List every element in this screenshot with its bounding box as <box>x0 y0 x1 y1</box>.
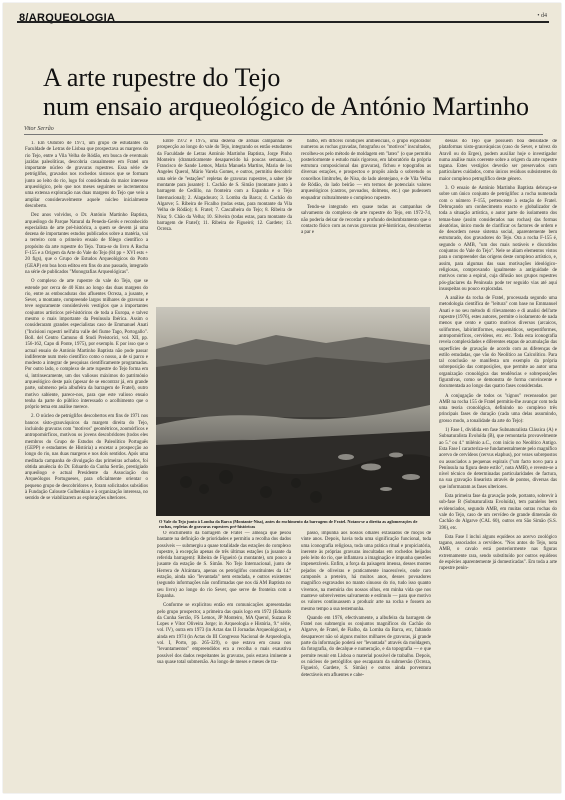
paragraph: O complexo de arte rupestre do vale do Tejo, que se estende por cerca de 40 Kms ao longo das duas margens do rio, entre as embocaduras dos afluentes Ocreza, a jusante, e Sever, a montante, compreende largos milhares de gravuras e teve seguramente consideráveis vestígios que a importantes conjuntos artísticos pré-históricos de toda a Europa, e talvez mesmo o mais importante da Península Ibérica. Assim o consideraram grandes especialistas caso de Emmanuel Anati ("Incisioni rupestri nell'alta valle del fiume Tago, Portogallo". Boll. del Centro Camuno di Studi Preistorici, vol. XII, pp. 156-162, Capo di Ponte, 1975), por exemplo. E por isso que o actual ensaio de António Martinho Baptista não pode passar indiferente num meio científico como o nosso, a de si parco e modesto a integrar de pesquisas científicamente programadas. Por outro lado, o complexo de arte rupestre do Tejo forma em si, intrinsecamente, um dos valiosos máximos do património arqueológico deste país (apesar de se encontrar já, em grande parte, submerso pela albufeira da barragem de Fratel), outro motivo sabiente, parece-nos, para que este valioso ensaio tenha da parte do público interessado o acolhimento que o próprio tema em análise merece. <box>25 279 148 411</box>
page-marker: • d4 <box>537 13 547 19</box>
paragraph: dessas do Tejo que possuem boa densidade de plataformas xisto-grauváquicas (caso do Sever, e talvez do Aravil ou do Erges), podem auxiliar hoje o investigador numa análise mais coerente sobre a origem da arte rupestre tagana. Estes vestígios deverão ser preservados com particulares cuidados, como únicos resíduos subsistentes do maior complexo petroglífico deste género. <box>439 139 557 182</box>
paragraph: Quando em 1976, efectivamente, a albufeira da barragem de Fratel nos submergiu os conjuntos magníficos do Cachão do Algarve, de Fratel, de Fialho, da Lomba da Barca, etc, faltando desaparecer não só alguns muitos milhares de gravuras, já grande parte da informação poderá ser "levantada" através da moldagem, da fotografia, do decalque e numeração, e da topografia — e que permite reunir em Lisboa o material possível de trabalho. Depois, os núcleos de petróglifos que escaparam da submersão (Ocreza, Figueiró, Gardete, S. Simão) e outros ainda porventura detectáveis em afluentes e cabe- <box>301 615 431 678</box>
paragraph: Conforme se explicitou então em comunicações apresentadas pelo grupo prospector, a primeira das quais logo em 1972 (Eduardo da Cunha Serrão, FS Lemos, JP Monteiro, MA Querol, Suzana R Lopes e Vítor Oliveira Jorge; in Arqueologia e História, 9.ª série, vol. IV), outra em 1973 (in Actas das II Jornadas Arqueológicas), e ainda em 1974 (in Actas do III Congresso Nacional de Arqueologia, vol. I, Porto, pp. 265-329), o que estava em causa nos "levantamentos" empreendidos era a recolha o mais exaustiva possível dos dados respeitantes às gravuras, pois estava iminente a sua quase total submersão. Ao longo de meses e meses de tra- <box>157 603 291 665</box>
paragraph: 3. O ensaio de António Martinho Baptista debruça-se sobre um único conjunto de petróglifos: a rocha numerada com o número F-155, pertencente à estação de Fratel. Debruçando um conhecimento exacto e globalizador de toda a situação artística, o autor parte do isolamento dos temas-base (assim considerados nas rochas) das formas aleatórias, único modo de clarificar os factores de ordem e de desordem nesse sistema social, aparentemente bem estruturado, dos gravadores do Tejo. Ora a rocha F-155 é, segundo o AMB, "um dos mais notáveis e discutidos conjuntos do Vale do Tejo". Nele se aliam elementos vistos para o compreender das origens deste complexo artístico, e, assim, para algumas das suas motivações ideológico-religiosas, comprovando igualmente a antiguidade de motivos como a espiral, cuja difusão nos grupos rupestres pós-glaciares da Península pode ter seguido vias até aqui insuspeitas ou pouco exploradas. <box>439 186 557 292</box>
river-valley-photo <box>156 307 430 516</box>
column-2 <box>157 139 292 289</box>
photo-caption: O Vale do Tejo junto à Lomba da Barca (Montante-Nisa), antes do enchimento da barragem de Fratel. Notam-se a direita as aglomerações de rochas, repletas de gravuras rupestres pré-históricas <box>159 519 418 530</box>
paragraph: Dez anos volvidos, o Dr. António Martinho Baptista, arqueólogo do Parque Natural da Penedo-Gerês e reconhecido especialista de arte pré-histórica, a quem se devem já uma dezena de importantes estudos publicados sobre a matéria, vai a terreiro com o primeiro ensaio de fôlego científico a propósito da arte rupestre do Tejo. Trata-se do livro A Rocha F-155 e a Origem da Arte do Vale do Tejo (84 pp + XVI ests + 20 figs), que o Grupo de Estudos Arqueológicos do Porto (GEAP) em boa hora editou em fins do ano passado, integrado na série de publicados "Monografias Arqueológicas". <box>25 213 148 275</box>
paragraph: balho, em difíceis condições ambienciais, o grupo explorador numerou as rochas gravadas, fotografou os "motivos" inscultados, recolheu-os pelo método de moldagem em "latex" (o que permitiu posteriormente o estudo mais rigoroso, em laboratório da própria estrutura composicional das gravuras), fichou e topografou as diversas estações, e prospectou e propôs ainda o sobretudo os concelhos limítrofes, de Nisa, do lado alentejano, e de Vila Velha de Ródão, do lado beirão — em termos de potenciais valores arqueológicos (castros, povoados, dolmens, etc.) que pudessem enquadrar culturalmente o complexo rupestre. <box>301 139 431 201</box>
paragraph: 1. Em Outubro de 1971, um grupo de estudantes da Faculdade de Letras de Lisboa que prospectava as margens do rio Tejo, entre a Vila Velha de Ródão, em busca de eventuais jazidas paleolíticas, descobria casualmente em Fratel um importante núcleo de gravuras rupestres. Essa série de petróglifos, gravados nos rochedos xistosos que se formam junto ao leito do rio, logo foi considerada do maior interesse arqueológico, pelo que nos meses seguintes se incrementou uma extensa exploração nas duas margens do Tejo que veio a ampliar consideravelmente aquele núcleo inicialmente descoberto. <box>25 141 148 209</box>
paragraph: O enchimento da barragem de Fratel — ameaça que pesou bastante na definição de prioridades e permitiu a recolha dos dados possíveis — submergiu a quase totalidade das estações do complexo rupestre, à excepção apenas de três últimas estações (a jusante da referida barragem): Ribeira de Figueiró (a montante), um pouco a jusante da estação de S. Simão. No Tejo Internacional, junto de Herrera de Alcántara, apenas os petróglifos constituintes da 14.ª estação, ainda não "levantada" nem estudada, e outros existentes (segundo informações não confirmadas que nos dá AM Baptista no seu livro) ao longo do rio Sever, que serve de fronteira com a Espanha. <box>157 531 291 599</box>
article-title <box>43 63 529 121</box>
header-rule <box>17 21 549 23</box>
paragraph: passo, impunha aos nossos olhares extasiados de moços de vinte anos. Depois, havia toda uma significação funcional, toda uma iconografia religiosa, toda uma prática ritual e propiciatória, inerente às próprias gravuras inscultadas em rochedos beijados pelo leito do rio, que inflamava a imaginação e impunha questões impenetráveis. Enfim, a força da paisagem imensa, desses montes pejados de oliveiras e praticamente inacessíveis, onde raro camponês a preteiro, há muitos anos, desses povoadores magnífico esgravados no manto sinuoso do rio, tudo isso quanto vivemos, na memória dos nossos olhos, em minha vida que nos manteve sobreviventes salvamento e estímulo — para que motivo os valores continuassem a produzir arte na rocha e fossem ao mesmo tempo a sua testemunha. <box>301 531 431 612</box>
paragraph: A análise da rocha de Fratel, processada segundo uma metodologia científica de "leitura" com base no Emmanuel Anati e no seu método di rilevamento e di analisi dell'arte rupestre (1976), estes autores, permite o isolamento de nada menos que cento e quatro motivos diversos (arcaicos, soliformes, labirintiformes, esquemáticos, serpentiformes, antropomórficos, cervídeos, etc. etc. Toda esta iconografia revela complexidades e diferentes etapas de acumulação das superfícies de gravação de acordo com as diferenças de estilo estudadas, que vão do Neolítico ao Calcolítico. Para tal conclusão se manifesta um exemplo da própria sobreposição das composições, que permite ao autor uma organização cronológica das tendências e sobreposições figurativas, como se demonstra de forma convincente e documentada ao longo das quatro fases consideradas. <box>439 296 557 390</box>
section-header: 8/ARQUEOLOGIA <box>19 12 116 24</box>
newspaper-page <box>3 3 561 793</box>
paragraph: A conjugação de todos os "signos" recenseados por AMB na rocha 155 de Fratel permitiu-lhe avançar com toda uma teoria cronológica, definindo no complexo três principais fases de duração (cada uma delas assumindo, grosso modo, a tonalidade da arte do Tejo): <box>439 393 557 424</box>
paragraph: Esta primeira fase da gravação pode, portanto, sobrevir à sub-fase B (Subnaturalista Evoluída), tem paralelos bem evidenciados, segundo AMB, em muitas outras rochas do vale do Tejo, caso de um cervídeo de grande dimensão do Cachão do Algarve (CAL 60), outros em São Simão (S.S. 396), etc. <box>439 494 557 531</box>
title-line-1: A arte rupestre do Tejo <box>43 63 281 92</box>
paragraph: Tendo-se integrado em quase todas as campanhas de salvamento do complexo de arte rupestre do Tejo, em 1972-74, não poderia deixar de recordar o profundo deslumbramento que o contacto físico com as novas gravuras pré-históricas, descobertas a par e <box>301 204 431 236</box>
column-3 <box>301 139 431 304</box>
column-6 <box>301 531 431 775</box>
paragraph: 1) Fase I, dividida em fase Subnaturalista Clássica (A) e Subnaturalista Evoluída (B), que remontaria provavelmente ao 5.º ou 4.º milénio a.C., com início no Neolítico Antigo. Esta Fase I caracteriza-se fundamentalmente pelo magnífico acervo de cervídeos (cervus elaphus), por vezes sobrepostos ou associados a pequenas espirais ("um facto novo para a Península na figura deste estilo", nota AMB), e reveste-se a nível técnico de determinadas particularidades de factura, na sua gravação linearista através de pontos, diversas das que informaram as fases ulteriores. <box>439 428 557 490</box>
paragraph: Esta Fase I inclui alguns equídeos ao acervo zoológico tagano, associados a cervídeos. "Nos antos do Tejo, nota AMB, o cavalo está posteriormente nas figuras extremamente rara, sendo substituído por outros equídeos de espécies aparentemente já domesticadas". Em toda a arte rupestre penin- <box>439 534 557 572</box>
column-1 <box>25 141 148 769</box>
title-line-2: num ensaio arqueológico de António Martinho <box>43 92 529 121</box>
byline-rule <box>24 134 543 135</box>
paragraph: Entre 1972 e 1975, uma dezena de árduas campanhas de prospecção ao longo do vale do Tejo, integrando os então estudantes da Faculdade de Letras António Martinho Baptista, Jorge Pinho Monteiro (dramaticamente desaparecido há poucas semanas...), Francisco de Sande Lemos, Maria Manuela Martins, Maria de los Angeles Querol, Mário Varela Gomes, e outros, permitiu descobrir uma série de "estações" repletas de gravuras rupestres, a saber (de montante para jusante): 1. Cachão de S. Simão (montante junto à barragem de Cedillo, na fronteira com a Espanha e o Tejo Internacional); 2. Alagadouro; 3. Lomba da Barca; 4. Cachão do Algarve; 5. Ribeira de Ficalho (todas estas, para montante da Vila Velha de Ródão); 6. Fratel; 7. Cascalheira do Tejo; 8. Ribeira de Nisa; 9. Chão da Velha; 10. Silveira (todas estas, para montante da barragem de Fratel); 11. Ribeira de Figueiró; 12. Gardete; 13. Ocreza. <box>157 139 292 233</box>
author-byline: Vitor Serrão <box>24 126 54 132</box>
column-4 <box>439 139 557 775</box>
paragraph: 2. O núcleo de petróglifos descobertos em fins de 1971 nos bancos sísto-grauváquicos da margem direita do Tejo, incluindo gravuras com "motivos" geométricos, zoomórficos e antropomórficos, motivou os jovens descobridores (todos eles membros do Grupo de Estudos do Paleolítico Português (GEPP) e estudantes de História) a encetar a prospecção ao longo do rio, nas duas margens e nos dois sentidos. Após uma meditada campanha de divulgação das primeiras achados, foi obtida anuência do Dr. Eduardo da Cunha Serrão, prestigiado arqueólogo e actual Presidente da Associação dos Arqueólogos Portugueses, para oficialmente orientar o pequeno grupo de descobridores e, foram solicitados subsídios à Fundação Calouste Gulbenkian e à organização interessa, no sentido de se viabilizarem as explorações ulteriores. <box>25 414 148 502</box>
column-5 <box>157 531 291 775</box>
